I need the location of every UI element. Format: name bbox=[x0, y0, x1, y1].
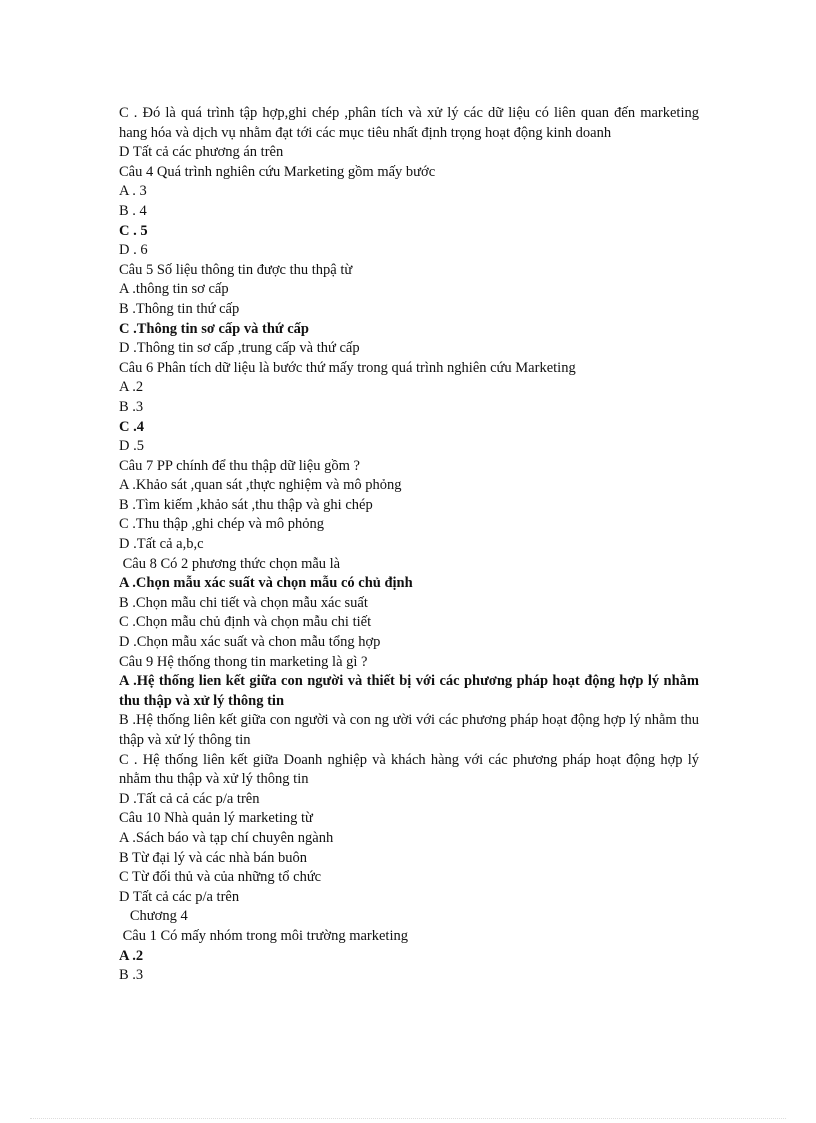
text-line: C .Thu thập ,ghi chép và mô phỏng bbox=[119, 516, 324, 533]
text-line: B .Hệ thống liên kết giữa con người và con ng ười với các phương pháp hoạt động hợp lý nhằm thu thập và xử lý thông tin bbox=[119, 712, 699, 748]
answer-line-highlighted: A .2 bbox=[119, 947, 144, 964]
text-line: C . Hệ thống liên kết giữa Doanh nghiệp và khách hàng với các phương pháp hoạt động hợp lý nhằm thu thập và xử lý thông tin bbox=[119, 751, 699, 788]
text-line: C . Đó là quá trình tập hợp,ghi chép ,phân tích và xử lý các dữ liệu có liên quan đến marketing hang hóa và dịch vụ nhằm đạt tới các mục tiêu nhất định trọng hoạt động kinh doanh bbox=[119, 105, 699, 141]
text-line: A .Khảo sát ,quan sát ,thực nghiệm và mô phỏng bbox=[119, 477, 402, 494]
text-line: C Từ đối thủ và của những tổ chức bbox=[119, 869, 322, 886]
text-line: D Tất cả các phương án trên bbox=[119, 144, 284, 161]
answer-line-highlighted: C .Thông tin sơ cấp và thứ cấp bbox=[119, 320, 309, 337]
text-line: A .thông tin sơ cấp bbox=[119, 281, 229, 298]
text-line: B .Thông tin thứ cấp bbox=[119, 300, 240, 317]
text-line: B .Tìm kiếm ,khảo sát ,thu thập và ghi chép bbox=[119, 496, 373, 513]
document-body bbox=[119, 104, 699, 986]
text-line: A .2 bbox=[119, 379, 144, 396]
text-line: D .5 bbox=[119, 438, 144, 455]
text-line: Chương 4 bbox=[119, 908, 188, 925]
text-line: B Từ đại lý và các nhà bán buôn bbox=[119, 849, 307, 866]
text-line: A . 3 bbox=[119, 183, 147, 200]
answer-line-highlighted: C . 5 bbox=[119, 222, 148, 239]
text-line: D .Chọn mẫu xác suất và chon mẫu tổng hợp bbox=[119, 634, 381, 651]
text-line: Câu 10 Nhà quản lý marketing từ bbox=[119, 810, 313, 827]
text-line: D Tất cả các p/a trên bbox=[119, 888, 240, 905]
page-bottom-divider bbox=[30, 1118, 786, 1119]
text-line: D .Thông tin sơ cấp ,trung cấp và thứ cấp bbox=[119, 340, 360, 357]
answer-line-highlighted: A .Hệ thống lien kết giữa con người và thiết bị với các phương pháp hoạt động hợp lý nhằm thu thập và xử lý thông tin bbox=[119, 673, 699, 709]
text-line: Câu 8 Có 2 phương thức chọn mẫu là bbox=[119, 555, 341, 572]
answer-line-highlighted: C .4 bbox=[119, 418, 144, 435]
text-line: Câu 9 Hệ thống thong tin marketing là gì ? bbox=[119, 653, 368, 670]
text-line: B .Chọn mẫu chi tiết và chọn mẫu xác suất bbox=[119, 594, 368, 611]
text-line: C .Chọn mẫu chủ định và chọn mẫu chi tiết bbox=[119, 614, 372, 631]
text-line: B .3 bbox=[119, 398, 144, 415]
answer-line-highlighted: A .Chọn mẫu xác suất và chọn mẫu có chủ định bbox=[119, 575, 413, 592]
text-line: B . 4 bbox=[119, 202, 147, 219]
text-line: Câu 7 PP chính để thu thập dữ liệu gồm ? bbox=[119, 457, 360, 474]
text-line: Câu 5 Số liệu thông tin được thu thpậ từ bbox=[119, 261, 353, 278]
text-line: Câu 4 Quá trình nghiên cứu Marketing gồm mấy bước bbox=[119, 163, 436, 180]
text-line: D . 6 bbox=[119, 242, 148, 259]
text-line: Câu 6 Phân tích dữ liệu là bước thứ mấy trong quá trình nghiên cứu Marketing bbox=[119, 359, 576, 376]
text-line: B .3 bbox=[119, 967, 144, 984]
text-line: A .Sách báo và tạp chí chuyên ngành bbox=[119, 829, 334, 846]
text-line: D .Tất cả cả các p/a trên bbox=[119, 790, 260, 807]
text-line: Câu 1 Có mấy nhóm trong môi trường marketing bbox=[119, 927, 408, 944]
text-line: D .Tất cả a,b,c bbox=[119, 536, 204, 553]
